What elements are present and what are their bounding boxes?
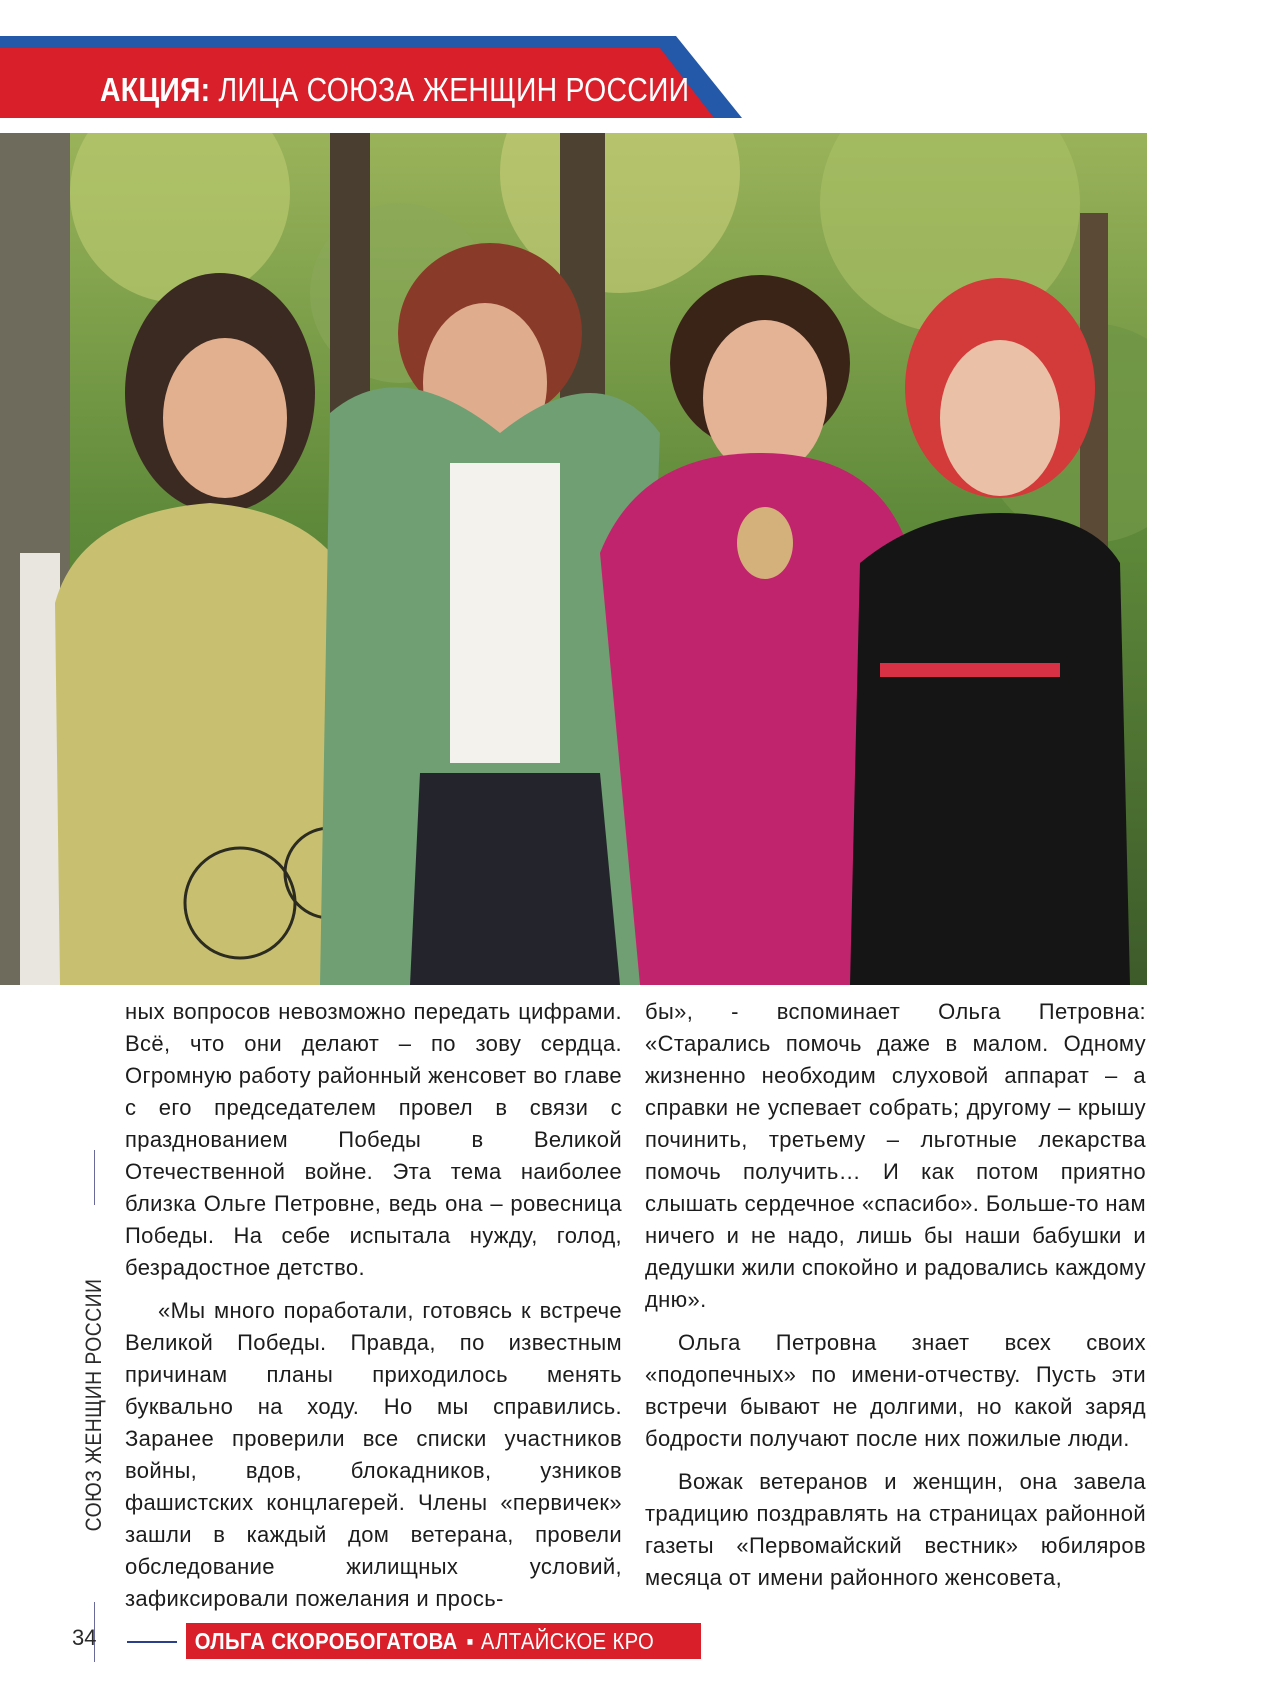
side-label: СОЮЗ ЖЕНЩИН РОССИИ: [81, 1278, 106, 1532]
separator-icon: ▪: [466, 1628, 474, 1654]
paragraph: Вожак ветеранов и женщин, она завела традицию поздравлять на страницах районной газеты «Первомайский вестник» юбиляров месяца от имени районного женсовета,: [645, 1469, 1146, 1590]
article-column-right: [645, 996, 1146, 1605]
article-column-left: [125, 996, 622, 1626]
section-title: [100, 70, 689, 110]
group-photo: [0, 133, 1147, 985]
page-number: 34: [72, 1625, 97, 1650]
footer-rule: [127, 1641, 177, 1643]
group-photo-illustration: [0, 133, 1147, 985]
author-name: ОЛЬГА СКОРОБОГАТОВА: [194, 1628, 458, 1654]
paragraph: бы», - вспоминает Ольга Петровна: «Старались помочь даже в малом. Одному жизненно необходим слуховой аппарат – а справки не успевает собрать; другому – крышу починить, третьему – льготные лекарства помочь получить… И как потом приятно слышать сердечное «спасибо». Больше-то нам ничего и не надо, лишь бы наши бабушки и дедушки жили спокойно и радовались каждому дню».: [645, 999, 1146, 1312]
side-rule-top: [94, 1150, 95, 1205]
paragraph: «Мы много поработали, готовясь к встрече Великой Победы. Правда, по известным причинам планы приходилось менять буквально на ходу. Но мы справились. Заранее проверили все списки участников войны, вдов, блокадников, узников фашистских концлагерей. Члены «первичек» зашли в каждый дом ветерана, провели обследование жилищных условий, зафиксировали пожелания и прось-: [125, 1298, 622, 1611]
paragraph: ных вопросов невозможно передать цифрами. Всё, что они делают – по зову сердца. Огромную работу районный женсовет во главе с его председателем провел в связи с празднованием Победы в Великой Отечественной войне. Эта тема наиболее близка Ольге Петровне, ведь она – ровесница Победы. На себе испытала нужду, голод, безрадостное детство.: [125, 999, 622, 1280]
organization-name: АЛТАЙСКОЕ КРО: [480, 1628, 655, 1654]
section-title-label: АКЦИЯ:: [100, 71, 211, 108]
side-label-block: [36, 1150, 156, 1670]
author-bar: [186, 1623, 701, 1659]
section-title-text: ЛИЦА СОЮЗА ЖЕНЩИН РОССИИ: [218, 71, 690, 108]
paragraph: Ольга Петровна знает всех своих «подопечных» по имени-отчеству. Пусть эти встречи бывают не долгими, но какой заряд бодрости получают после них пожилые люди.: [645, 1330, 1146, 1451]
